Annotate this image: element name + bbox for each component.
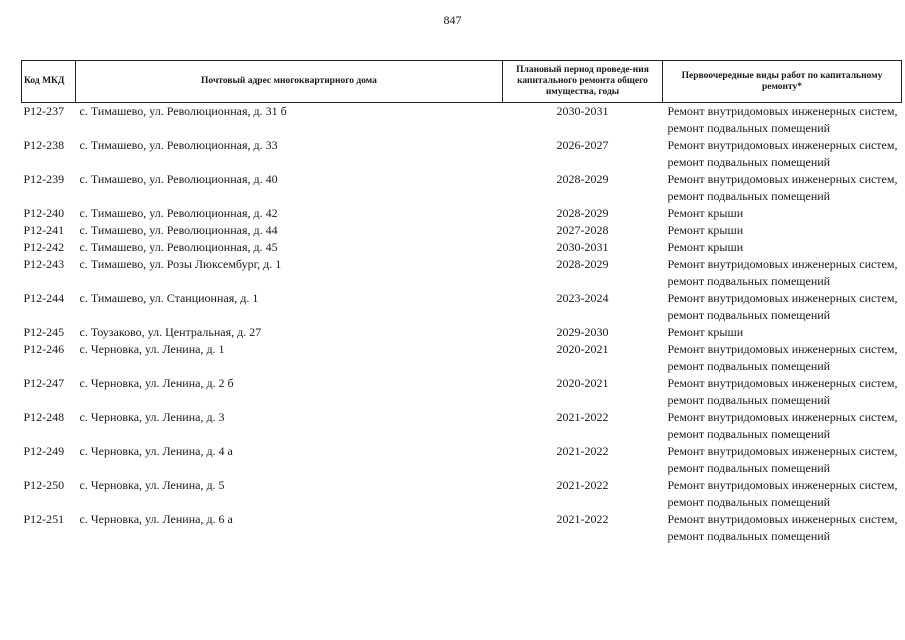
- works-line: Ремонт внутридомовых инженерных систем,: [667, 104, 898, 118]
- works-line: Ремонт внутридомовых инженерных систем,: [667, 257, 898, 271]
- table-row: [22, 290, 902, 324]
- row-works: [663, 256, 902, 290]
- row-period: 2021-2022: [556, 410, 609, 424]
- row-period: 2020-2021: [556, 376, 609, 390]
- table-row: [22, 239, 902, 256]
- header-address: Почтовый адрес многоквартирного дома: [76, 61, 503, 103]
- row-period: 2023-2024: [556, 291, 609, 305]
- row-code: Р12-244: [23, 291, 65, 305]
- row-works: [663, 103, 902, 138]
- table-row: [22, 511, 902, 545]
- row-code: Р12-242: [23, 240, 65, 254]
- row-address: с. Тоузаково, ул. Центральная, д. 27: [79, 325, 262, 339]
- row-works: [663, 171, 902, 205]
- row-works: [663, 443, 902, 477]
- row-address: с. Черновка, ул. Ленина, д. 2 б: [79, 376, 234, 390]
- works-line: Ремонт внутридомовых инженерных систем,: [667, 172, 898, 186]
- works-line: ремонт подвальных помещений: [667, 188, 831, 203]
- row-code: Р12-243: [23, 257, 65, 271]
- works-line: ремонт подвальных помещений: [667, 358, 831, 373]
- row-address: с. Черновка, ул. Ленина, д. 3: [79, 410, 225, 424]
- row-period: 2028-2029: [556, 257, 609, 271]
- row-address: с. Тимашево, ул. Революционная, д. 44: [79, 223, 278, 237]
- works-line: ремонт подвальных помещений: [667, 426, 831, 441]
- table-row: [22, 137, 902, 171]
- row-works: [663, 341, 902, 375]
- row-works: [663, 477, 902, 511]
- table-row: [22, 256, 902, 290]
- header-period: Плановый период проведе-ния капитального ремонта общего имущества, годы: [503, 61, 663, 103]
- row-code: Р12-247: [23, 376, 65, 390]
- works-line: Ремонт внутридомовых инженерных систем,: [667, 342, 898, 356]
- row-code: Р12-249: [23, 444, 65, 458]
- row-address: с. Тимашево, ул. Розы Люксембург, д. 1: [79, 257, 282, 271]
- works-line: Ремонт крыши: [667, 240, 744, 254]
- row-period: 2021-2022: [556, 512, 609, 526]
- repair-plan-table: [21, 60, 902, 545]
- table-row: [22, 341, 902, 375]
- row-address: с. Черновка, ул. Ленина, д. 1: [79, 342, 225, 356]
- row-address: с. Черновка, ул. Ленина, д. 4 а: [79, 444, 233, 458]
- works-line: ремонт подвальных помещений: [667, 307, 831, 322]
- works-line: ремонт подвальных помещений: [667, 528, 831, 543]
- row-works: [663, 239, 902, 256]
- row-code: Р12-250: [23, 478, 65, 492]
- works-line: Ремонт внутридомовых инженерных систем,: [667, 410, 898, 424]
- works-line: Ремонт внутридомовых инженерных систем,: [667, 376, 898, 390]
- row-address: с. Тимашево, ул. Революционная, д. 31 б: [79, 104, 287, 118]
- row-address: с. Тимашево, ул. Революционная, д. 42: [79, 206, 278, 220]
- row-period: 2028-2029: [556, 172, 609, 186]
- row-period: 2020-2021: [556, 342, 609, 356]
- table-row: [22, 222, 902, 239]
- table-row: [22, 409, 902, 443]
- row-works: [663, 324, 902, 341]
- row-address: с. Тимашево, ул. Станционная, д. 1: [79, 291, 259, 305]
- row-works: [663, 511, 902, 545]
- row-period: 2030-2031: [556, 104, 609, 118]
- header-works: Первоочередные виды работ по капитальному ремонту*: [663, 61, 902, 103]
- works-line: Ремонт крыши: [667, 325, 744, 339]
- works-line: Ремонт внутридомовых инженерных систем,: [667, 291, 898, 305]
- row-works: [663, 290, 902, 324]
- row-code: Р12-239: [23, 172, 65, 186]
- table-row: [22, 443, 902, 477]
- row-code: Р12-246: [23, 342, 65, 356]
- works-line: Ремонт внутридомовых инженерных систем,: [667, 138, 898, 152]
- row-code: Р12-251: [23, 512, 65, 526]
- works-line: ремонт подвальных помещений: [667, 460, 831, 475]
- row-period: 2026-2027: [556, 138, 609, 152]
- table-header: [22, 61, 902, 103]
- table-row: [22, 324, 902, 341]
- row-address: с. Черновка, ул. Ленина, д. 5: [79, 478, 225, 492]
- page-number: 847: [443, 13, 462, 27]
- works-line: ремонт подвальных помещений: [667, 154, 831, 169]
- table-row: [22, 103, 902, 138]
- row-address: с. Тимашево, ул. Революционная, д. 45: [79, 240, 278, 254]
- works-line: Ремонт внутридомовых инженерных систем,: [667, 444, 898, 458]
- table-row: [22, 205, 902, 222]
- works-line: ремонт подвальных помещений: [667, 494, 831, 509]
- works-line: Ремонт внутридомовых инженерных систем,: [667, 478, 898, 492]
- row-works: [663, 205, 902, 222]
- row-code: Р12-240: [23, 206, 65, 220]
- row-works: [663, 375, 902, 409]
- row-code: Р12-238: [23, 138, 65, 152]
- row-code: Р12-241: [23, 223, 65, 237]
- row-period: 2030-2031: [556, 240, 609, 254]
- table-body: [22, 103, 902, 546]
- works-line: Ремонт крыши: [667, 223, 744, 237]
- row-address: с. Тимашево, ул. Революционная, д. 40: [79, 172, 278, 186]
- works-line: Ремонт крыши: [667, 206, 744, 220]
- works-line: ремонт подвальных помещений: [667, 120, 831, 135]
- row-address: с. Черновка, ул. Ленина, д. 6 а: [79, 512, 233, 526]
- row-works: [663, 409, 902, 443]
- table-row: [22, 375, 902, 409]
- works-line: ремонт подвальных помещений: [667, 273, 831, 288]
- works-line: ремонт подвальных помещений: [667, 392, 831, 407]
- table-row: [22, 171, 902, 205]
- row-code: Р12-248: [23, 410, 65, 424]
- table-row: [22, 477, 902, 511]
- row-works: [663, 137, 902, 171]
- header-code: Код МКД: [22, 61, 76, 103]
- row-period: 2029-2030: [556, 325, 609, 339]
- row-period: 2021-2022: [556, 478, 609, 492]
- row-code: Р12-245: [23, 325, 65, 339]
- row-address: с. Тимашево, ул. Революционная, д. 33: [79, 138, 278, 152]
- row-works: [663, 222, 902, 239]
- row-period: 2027-2028: [556, 223, 609, 237]
- works-line: Ремонт внутридомовых инженерных систем,: [667, 512, 898, 526]
- row-period: 2028-2029: [556, 206, 609, 220]
- row-code: Р12-237: [23, 104, 65, 118]
- row-period: 2021-2022: [556, 444, 609, 458]
